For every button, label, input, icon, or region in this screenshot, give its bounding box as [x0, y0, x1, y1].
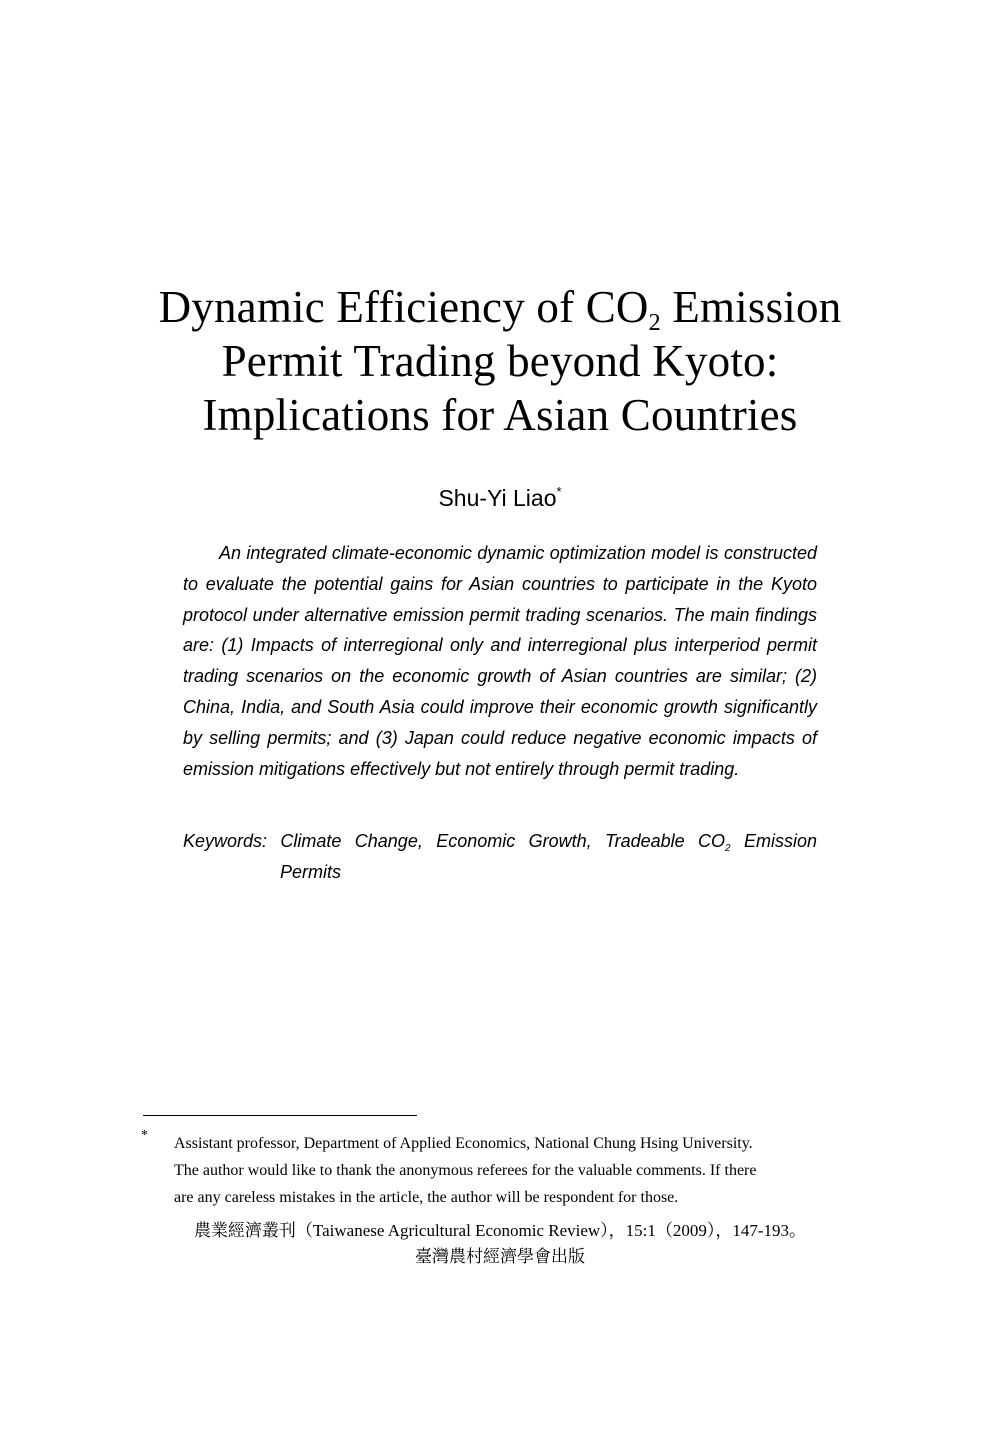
keywords-subscript: 2: [725, 843, 731, 854]
keywords-label: Keywords:: [183, 831, 268, 851]
title-line-3: Implications for Asian Countries: [202, 390, 798, 440]
footnote-line-3: are any careless mistakes in the article, the author will be respondent for those.: [174, 1189, 679, 1206]
journal-info: [0, 1218, 1000, 1270]
author-footnote-mark: *: [556, 484, 562, 499]
title-line-2: Permit Trading beyond Kyoto:: [221, 336, 779, 386]
footnote-mark: *: [141, 1128, 148, 1143]
author: [300, 480, 700, 516]
footnote-divider: [143, 1115, 417, 1116]
keywords-text-end: Emission Permits: [280, 831, 817, 882]
journal-citation: 農業經濟叢刊（Taiwanese Agricultural Economic Review），15:1（2009），147-193。: [193, 1221, 807, 1240]
paper-title: [120, 280, 880, 442]
abstract: An integrated climate-economic dynamic optimization model is constructed to evaluate the potential gains for Asian countries to participate in the Kyoto protocol under alternative emission permit trading scenarios. The main findings are: (1) Impacts of interregional only and interregional plus interperiod permit trading scenarios on the economic growth of Asian countries are similar; (2) China, India, and South Asia could improve their economic growth significantly by selling permits; and (3) Japan could reduce negative economic impacts of emission mitigations effectively but not entirely through permit trading.: [183, 543, 817, 779]
footnote-line-2: The author would like to thank the anonymous referees for the valuable comments. If there: [174, 1162, 757, 1179]
journal-publisher: 臺灣農村經濟學會出版: [415, 1247, 585, 1266]
author-name: Shu-Yi Liao: [438, 485, 557, 511]
title-line-1-end: Emission: [660, 282, 842, 332]
title-line-1-text: Dynamic Efficiency of CO: [158, 282, 649, 332]
title-line-1: [120, 280, 880, 334]
keywords: [183, 826, 817, 888]
title-subscript: 2: [648, 310, 661, 336]
keywords-text: Climate Change, Economic Growth, Tradeable CO: [280, 831, 726, 851]
footnote-line-1: Assistant professor, Department of Applied Economics, National Chung Hsing University.: [174, 1135, 753, 1152]
footnote: [174, 1130, 864, 1211]
